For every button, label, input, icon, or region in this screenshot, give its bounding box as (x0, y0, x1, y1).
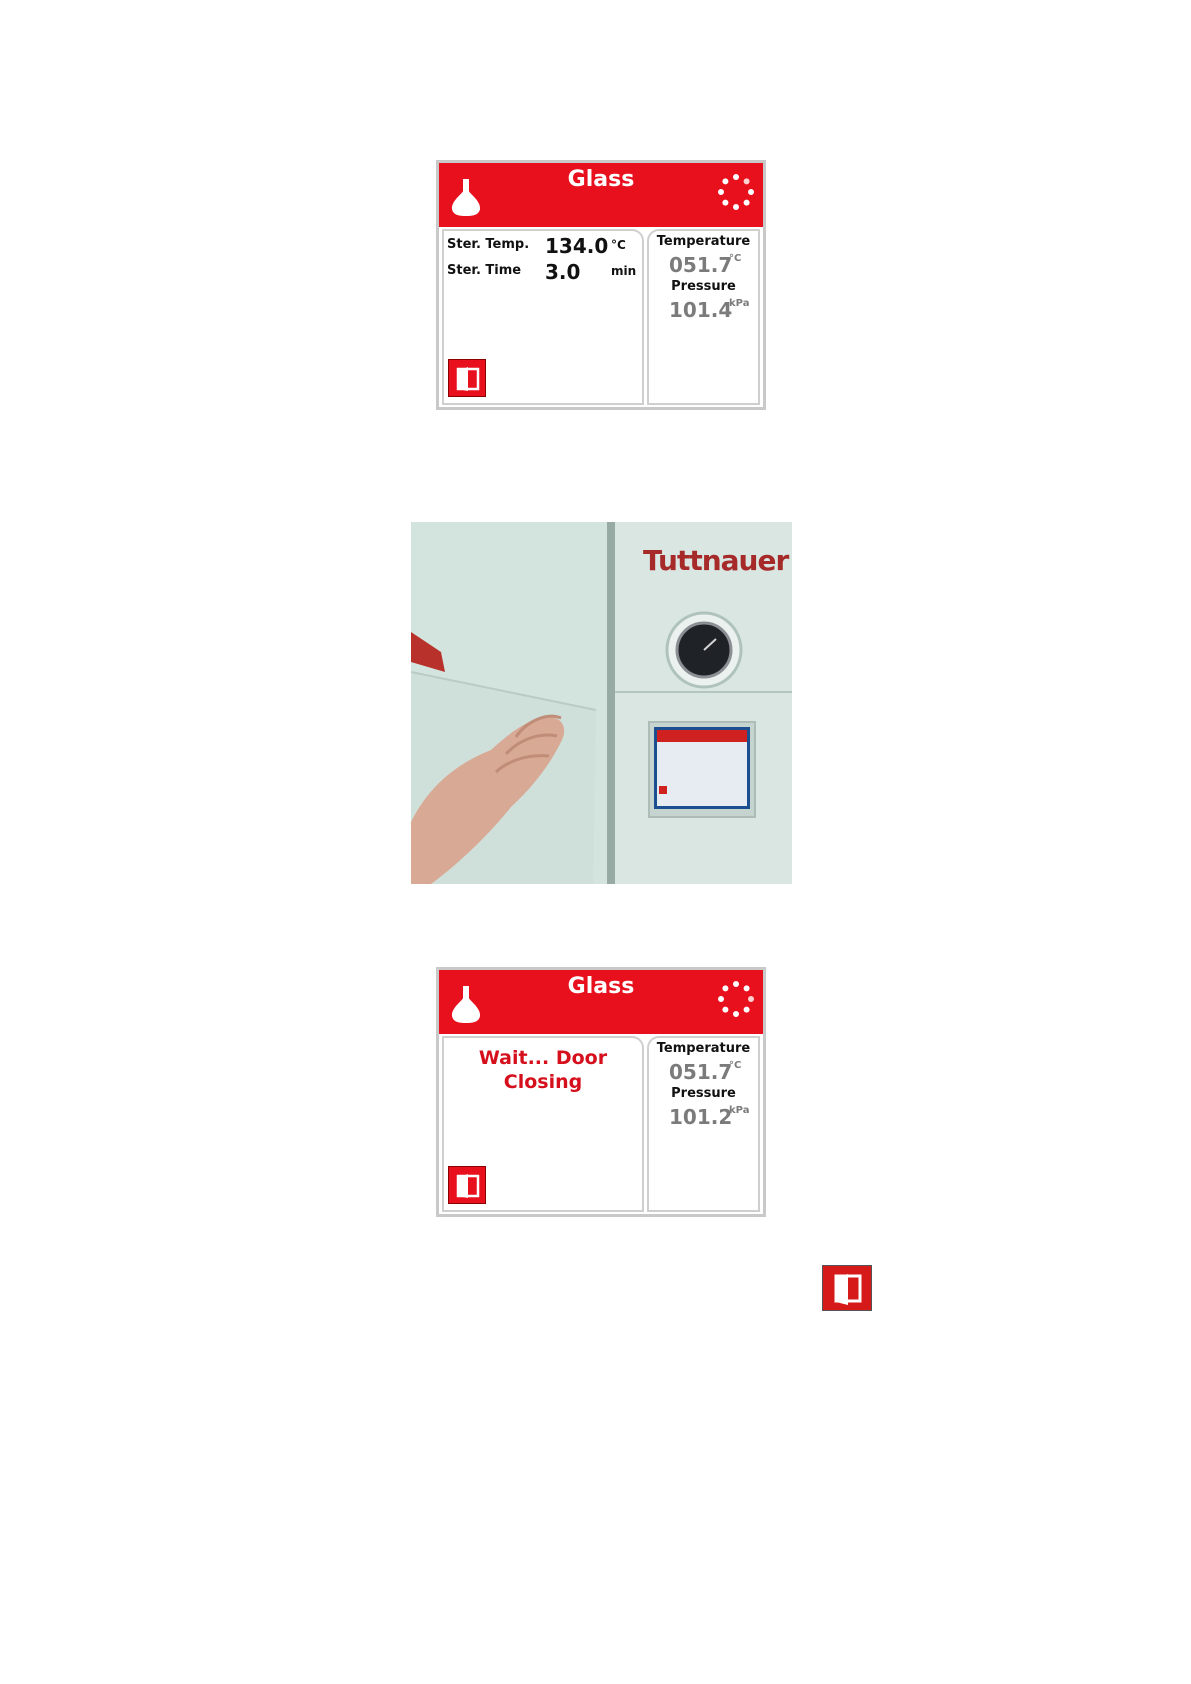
autoclave-screen-2 (436, 967, 766, 1217)
pressure-label: Pressure (671, 279, 736, 294)
pressure-value: 101.2 (669, 1105, 733, 1129)
screen-body (439, 970, 763, 1214)
program-title: Glass (567, 167, 635, 192)
screen-header (439, 163, 763, 227)
ster-temp-unit: °C (611, 238, 626, 252)
pressure-value: 101.4 (669, 298, 733, 322)
temperature-value: 051.7 (669, 253, 733, 277)
readings-panel (647, 1036, 760, 1212)
door-button[interactable] (448, 359, 486, 397)
door-status-message (444, 1046, 642, 1094)
program-title: Glass (567, 974, 635, 999)
door-icon (823, 1266, 871, 1310)
progress-spinner-icon (717, 173, 755, 211)
door-button-icon-reference (822, 1265, 872, 1311)
status-line-1: Wait... Door (478, 1047, 608, 1069)
status-line-2: Closing (503, 1071, 583, 1093)
door-button[interactable] (448, 1166, 486, 1204)
screen-body (439, 163, 763, 407)
temperature-unit: °C (729, 253, 742, 264)
ster-time-unit: min (611, 264, 637, 278)
parameters-panel (442, 229, 644, 405)
autoclave-door-photo (411, 522, 792, 884)
ster-temp-value: 134.0 (545, 234, 609, 258)
door-icon (449, 360, 485, 396)
brand-label: Tuttnauer (643, 544, 789, 577)
ster-time-label: Ster. Time (447, 263, 522, 278)
door-icon (449, 1167, 485, 1203)
progress-spinner-icon (717, 980, 755, 1018)
pressure-unit: kPa (729, 1105, 750, 1116)
ster-temp-label: Ster. Temp. (447, 237, 530, 252)
screen-header (439, 970, 763, 1034)
autoclave-screen-1 (436, 160, 766, 410)
temperature-value: 051.7 (669, 1060, 733, 1084)
readings-panel (647, 229, 760, 405)
pressure-unit: kPa (729, 298, 750, 309)
pressure-label: Pressure (671, 1086, 736, 1101)
status-panel (442, 1036, 644, 1212)
ster-time-value: 3.0 (545, 260, 581, 284)
temperature-label: Temperature (656, 234, 751, 249)
temperature-label: Temperature (656, 1041, 751, 1056)
temperature-unit: °C (729, 1060, 742, 1071)
